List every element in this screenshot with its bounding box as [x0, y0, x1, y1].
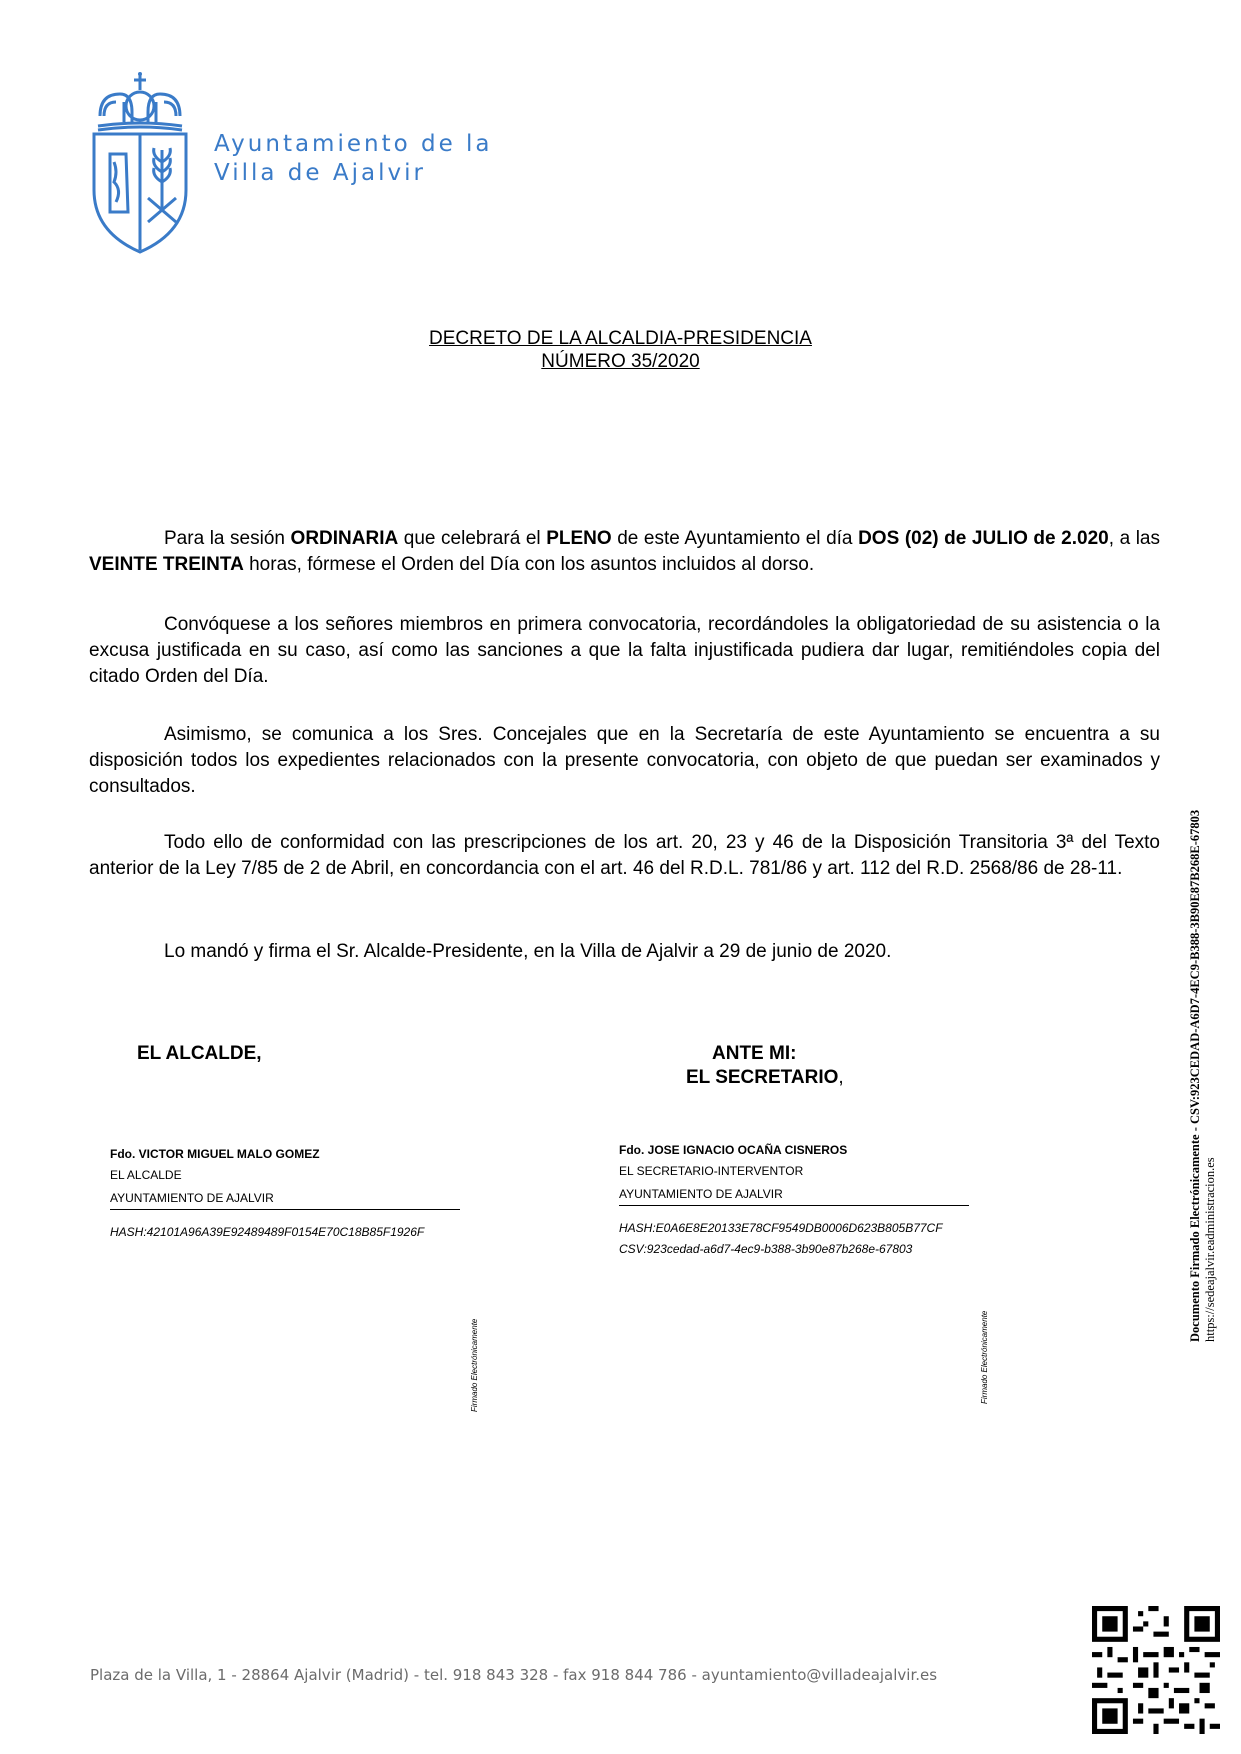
p1-text-5: horas, fórmese el Orden del Día con los asuntos incluidos al dorso.: [243, 554, 815, 575]
town-name-line1: Ayuntamiento de la: [214, 131, 493, 157]
town-name: [214, 130, 493, 188]
p1-bold-1: ORDINARIA: [290, 528, 399, 549]
secretary-title-comma: ,: [838, 1067, 844, 1088]
side-csv-text: Documento Firmado Electrónicamente - CSV:923CEDAD-A6D7-4EC9-B388-3B90E87B268E-67803: [1188, 809, 1202, 1342]
footer-contact: Plaza de la Villa, 1 - 28864 Ajalvir (Madrid) - tel. 918 843 328 - fax 918 844 786 - ayuntamiento@villadeajalvir.es: [90, 1666, 938, 1684]
p1-text-3: de este Ayuntamiento el día: [611, 528, 859, 549]
mayor-signature-block: [110, 1144, 460, 1243]
secretary-title-text: EL SECRETARIO: [686, 1067, 839, 1088]
secretary-signature-block: [619, 1140, 969, 1260]
p1-text-1: Para la sesión: [164, 528, 291, 549]
secretary-signature-role: EL SECRETARIO-INTERVENTOR: [619, 1164, 804, 1178]
secretary-signature-name: Fdo. JOSE IGNACIO OCAÑA CISNEROS: [619, 1143, 848, 1157]
paragraph-convocation: Convóquese a los señores miembros en primera convocatoria, recordándoles la obligatoriedad de su asistencia o la excusa justificada en su caso, así como las sanciones a que la falta injustificada pudiera dar lugar, remitiéndoles copia del citado Orden del Día.: [89, 614, 1160, 687]
secretary-signature-org: AYUNTAMIENTO DE AJALVIR: [619, 1184, 969, 1206]
mayor-signature-org: AYUNTAMIENTO DE AJALVIR: [110, 1188, 460, 1210]
mayor-title: EL ALCALDE,: [137, 1043, 262, 1064]
paragraph-legal-basis: Todo ello de conformidad con las prescripciones de los art. 20, 23 y 46 de la Disposición Transitoria 3ª del Texto anterior de la Ley 7/85 de 2 de Abril, en concordancia con el art. 46 del R.D.L. 781/86 y art. 112 del R.D. 2568/86 de 28-11.: [89, 832, 1160, 879]
mayor-signature-name: Fdo. VICTOR MIGUEL MALO GOMEZ: [110, 1147, 320, 1161]
decree-number: NÚMERO 35/2020: [541, 351, 700, 372]
p1-bold-2: PLENO: [546, 528, 612, 549]
secretary-title: [686, 1066, 844, 1089]
mayor-signature-hash: HASH:42101A96A39E92489489F0154E70C18B85F1926F: [110, 1225, 425, 1239]
side-verification-note: [1188, 810, 1218, 1342]
p1-bold-4: VEINTE TREINTA: [89, 554, 244, 575]
secretary-electronic-stamp: Firmado Electrónicamente: [980, 1310, 989, 1404]
before-me-label: ANTE MI:: [712, 1043, 797, 1064]
paragraph-session: [89, 526, 1160, 578]
paragraph-documents: Asimismo, se comunica a los Sres. Concejales que en la Secretaría de este Ayuntamiento se encuentra a su disposición todos los expedientes relacionados con la presente convocatoria, con objeto de que puedan ser examinados y consultados.: [89, 724, 1160, 797]
p1-text-4: , a las: [1108, 528, 1160, 549]
p1-text-2: que celebrará el: [398, 528, 547, 549]
town-name-line2: Villa de Ajalvir: [214, 160, 426, 186]
decree-title: DECRETO DE LA ALCALDIA-PRESIDENCIA: [429, 328, 812, 349]
p1-bold-3: DOS (02) de JULIO de 2.020: [858, 528, 1109, 549]
secretary-signature-hash: HASH:E0A6E8E20133E78CF9549DB0006D623B805B77CF: [619, 1221, 943, 1235]
coat-of-arms-icon: [92, 72, 188, 256]
qr-code-icon: [1092, 1606, 1220, 1734]
mayor-signature-role: EL ALCALDE: [110, 1168, 182, 1182]
mayor-electronic-stamp: Firmado Electrónicamente: [470, 1318, 479, 1412]
side-url-text[interactable]: https://sedeajalvir.eadministracion.es: [1203, 1157, 1217, 1342]
secretary-signature-csv: CSV:923cedad-a6d7-4ec9-b388-3b90e87b268e-67803: [619, 1242, 913, 1256]
paragraph-signed: Lo mandó y firma el Sr. Alcalde-Presidente, en la Villa de Ajalvir a 29 de junio de 2020.: [164, 941, 892, 962]
